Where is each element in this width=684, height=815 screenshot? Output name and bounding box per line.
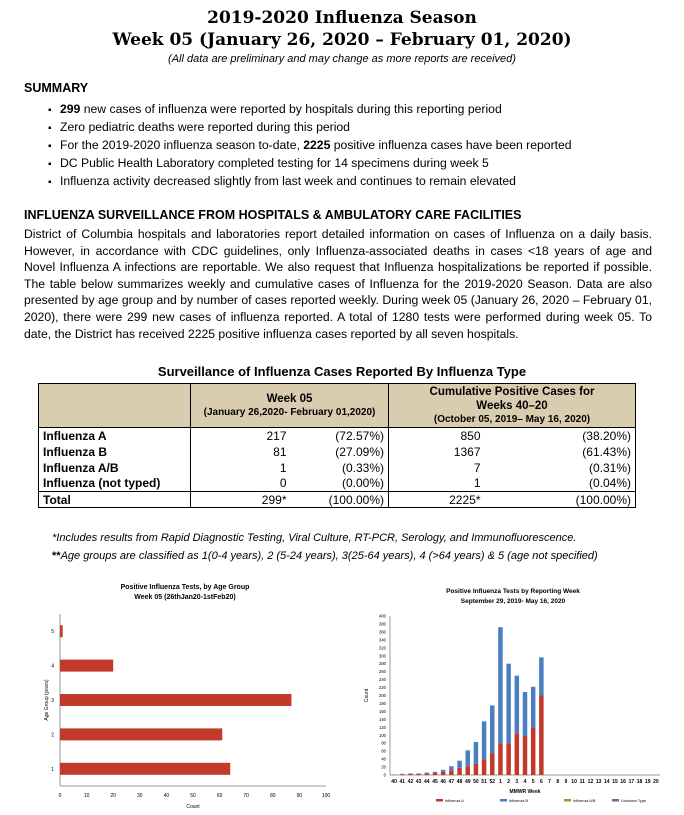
y-axis-label: Count bbox=[364, 688, 370, 703]
summary-item: ▪ Zero pediatric deaths were reported during this period bbox=[60, 118, 572, 136]
y-tick-label: 200 bbox=[379, 693, 386, 698]
x-tick-label: 16 bbox=[620, 779, 626, 785]
bar-segment bbox=[416, 774, 421, 775]
table-row: Influenza A 217 (72.57%) 850 (38.20%) bbox=[39, 428, 636, 444]
x-tick-label: 70 bbox=[243, 793, 249, 799]
bar-segment bbox=[425, 773, 430, 774]
footnote-age-groups: **Age groups are classified as 1(0-4 years), 2 (5-24 years), 3(25-64 years), 4 (>64 years) & 5 (age not specified) bbox=[52, 550, 598, 562]
bar-segment bbox=[506, 664, 511, 744]
category-tick-label: 2 bbox=[51, 732, 54, 739]
y-tick-label: 400 bbox=[379, 613, 386, 619]
x-tick-label: 46 bbox=[440, 779, 446, 785]
x-tick-label: 30 bbox=[137, 793, 143, 799]
x-tick-label: 17 bbox=[628, 779, 635, 785]
summary-item: ▪ 299 new cases of influenza were reported by hospitals during this reporting period bbox=[60, 100, 572, 118]
x-tick-label: 10 bbox=[571, 779, 577, 785]
x-tick-label: 43 bbox=[415, 779, 422, 785]
table-header-week: Week 05 (January 26,2020- February 01,2020) bbox=[191, 384, 389, 428]
bar-segment bbox=[482, 721, 487, 759]
x-tick-label: 7 bbox=[548, 779, 551, 785]
table-header-blank bbox=[39, 384, 191, 428]
x-axis-label: Count bbox=[186, 804, 200, 810]
bar-segment bbox=[457, 761, 462, 768]
x-tick-label: 4 bbox=[523, 779, 527, 785]
x-tick-label: 42 bbox=[407, 779, 414, 785]
y-axis-label: Age Group (years) bbox=[44, 679, 50, 721]
chart-subtitle: Week 05 (26thJan20-1stFeb20) bbox=[134, 594, 236, 601]
table-row: Influenza A/B 1 (0.33%) 7 (0.31%) bbox=[39, 460, 636, 476]
bar-segment bbox=[433, 773, 438, 775]
x-tick-label: 100 bbox=[321, 793, 331, 799]
bar-segment bbox=[523, 692, 528, 736]
summary-list bbox=[60, 100, 572, 190]
x-tick-label: 44 bbox=[424, 779, 430, 785]
x-tick-label: 41 bbox=[399, 779, 406, 785]
category-tick-label: 5 bbox=[51, 629, 54, 636]
category-tick-label: 1 bbox=[51, 766, 54, 773]
y-tick-label: 20 bbox=[381, 764, 386, 770]
bar-segment bbox=[515, 676, 520, 734]
table-total-row: Total 299* (100.00%) 2225* (100.00%) bbox=[39, 492, 636, 508]
y-tick-label: 160 bbox=[379, 708, 386, 714]
x-tick-label: 90 bbox=[296, 793, 303, 799]
x-tick-label: 0 bbox=[58, 793, 62, 799]
x-tick-label: 1 bbox=[499, 779, 502, 785]
influenza-cases-table bbox=[38, 383, 636, 508]
x-tick-label: 20 bbox=[110, 793, 116, 799]
legend-swatch bbox=[436, 799, 443, 802]
x-tick-label: 51 bbox=[481, 779, 487, 785]
bar-segment bbox=[539, 696, 544, 776]
y-tick-label: 220 bbox=[379, 685, 386, 691]
x-tick-label: 48 bbox=[456, 779, 463, 785]
bar-segment bbox=[441, 772, 446, 775]
bar-segment bbox=[408, 774, 413, 775]
bar bbox=[60, 625, 63, 637]
table-title: Surveillance of Influenza Cases Reported By Influenza Type bbox=[157, 364, 527, 379]
bar-segment bbox=[539, 657, 544, 695]
legend-label: Influenza B bbox=[509, 799, 528, 803]
table-row: Influenza (not typed) 0 (0.00%) 1 (0.04%) bbox=[39, 476, 636, 492]
bar bbox=[60, 763, 230, 775]
x-tick-label: 15 bbox=[612, 779, 618, 785]
reporting-week-chart bbox=[350, 580, 676, 810]
x-tick-label: 10 bbox=[83, 793, 90, 799]
legend-label: Influenza A bbox=[445, 799, 464, 803]
preliminary-note: (All data are preliminary and may change as more reports are received) bbox=[168, 53, 516, 65]
x-tick-label: 49 bbox=[464, 779, 471, 785]
bar-segment bbox=[425, 773, 430, 775]
x-tick-label: 45 bbox=[432, 779, 438, 785]
bar-segment bbox=[465, 750, 470, 766]
footnote-tests: *Includes results from Rapid Diagnostic Testing, Viral Culture, RT-PCR, Serology, and Immunofluorescence. bbox=[52, 532, 577, 544]
surveillance-heading: INFLUENZA SURVEILLANCE FROM HOSPITALS & AMBULATORY CARE FACILITIES bbox=[24, 208, 522, 222]
report-title: 2019-2020 Influenza Season bbox=[207, 8, 477, 28]
legend-label: Unknown Type bbox=[621, 799, 647, 803]
y-tick-label: 120 bbox=[379, 724, 386, 730]
x-tick-label: 50 bbox=[190, 793, 196, 799]
summary-heading: SUMMARY bbox=[24, 81, 89, 95]
bar-segment bbox=[433, 772, 438, 773]
x-tick-label: 3 bbox=[515, 779, 519, 785]
bar bbox=[60, 728, 222, 740]
x-tick-label: 14 bbox=[604, 779, 610, 785]
summary-item: ▪ DC Public Health Laboratory completed testing for 14 specimens during week 5 bbox=[60, 154, 572, 172]
x-tick-label: 18 bbox=[636, 779, 643, 785]
bar-segment bbox=[498, 743, 503, 775]
y-tick-label: 180 bbox=[379, 700, 386, 706]
chart-title: Positive Influenza Tests by Reporting Week bbox=[446, 588, 580, 595]
legend-swatch bbox=[612, 799, 619, 802]
y-tick-label: 100 bbox=[379, 732, 386, 738]
report-week-title: Week 05 (January 26, 2020 – February 01, 2020) bbox=[112, 30, 572, 50]
y-tick-label: 300 bbox=[379, 653, 386, 659]
bar-segment bbox=[531, 687, 536, 728]
age-group-chart bbox=[0, 580, 340, 810]
y-tick-label: 80 bbox=[381, 740, 386, 746]
bar-segment bbox=[449, 770, 454, 775]
bar-segment bbox=[465, 766, 470, 775]
y-tick-label: 40 bbox=[381, 756, 386, 762]
bar-segment bbox=[523, 736, 528, 775]
summary-item: ▪ For the 2019-2020 influenza season to-date, 2225 positive influenza cases have been reported bbox=[60, 136, 572, 154]
table-header-cumulative: Cumulative Positive Cases for Weeks 40–20 (October 05, 2019– May 16, 2020) bbox=[389, 384, 636, 428]
x-tick-label: 40 bbox=[391, 779, 397, 785]
x-tick-label: 5 bbox=[531, 779, 535, 785]
chart-subtitle: September 29, 2019- May 16, 2020 bbox=[460, 598, 566, 605]
y-tick-label: 340 bbox=[379, 637, 386, 643]
chart-title: Positive Influenza Tests, by Age Group bbox=[120, 584, 250, 591]
bar bbox=[60, 694, 291, 706]
y-tick-label: 0 bbox=[383, 772, 386, 778]
x-tick-label: 19 bbox=[644, 779, 651, 785]
x-tick-label: 80 bbox=[270, 793, 276, 799]
y-tick-label: 240 bbox=[379, 677, 386, 683]
legend-swatch bbox=[564, 799, 571, 802]
bar bbox=[60, 660, 113, 672]
x-tick-label: 8 bbox=[556, 779, 560, 785]
table-row: Influenza B 81 (27.09%) 1367 (61.43%) bbox=[39, 444, 636, 460]
bar-segment bbox=[498, 627, 503, 743]
y-tick-label: 280 bbox=[379, 661, 386, 667]
x-tick-label: 60 bbox=[216, 793, 223, 799]
bar-segment bbox=[457, 768, 462, 775]
x-tick-label: 13 bbox=[595, 779, 602, 785]
x-axis-label: MMWR Week bbox=[509, 789, 541, 795]
bar-segment bbox=[515, 733, 520, 775]
bar-segment bbox=[482, 759, 487, 775]
x-tick-label: 40 bbox=[163, 793, 170, 799]
x-tick-label: 2 bbox=[507, 779, 511, 785]
x-tick-label: 12 bbox=[587, 779, 594, 785]
y-tick-label: 360 bbox=[379, 629, 386, 635]
y-tick-label: 60 bbox=[381, 748, 386, 754]
y-tick-label: 380 bbox=[379, 621, 386, 627]
summary-item: ▪ Influenza activity decreased slightly from last week and continues to remain elevated bbox=[60, 172, 572, 190]
bar-segment bbox=[490, 705, 495, 753]
x-tick-label: 20 bbox=[653, 779, 659, 785]
bar-segment bbox=[474, 764, 479, 775]
bar-segment bbox=[531, 727, 536, 775]
bar-segment bbox=[441, 770, 446, 772]
x-tick-label: 50 bbox=[473, 779, 479, 785]
legend-label: Influenza A/B bbox=[573, 799, 596, 803]
x-tick-label: 47 bbox=[448, 779, 455, 785]
y-tick-label: 260 bbox=[379, 669, 386, 675]
x-tick-label: 11 bbox=[579, 779, 585, 785]
x-tick-label: 52 bbox=[489, 779, 496, 785]
bar-segment bbox=[400, 774, 405, 775]
legend-swatch bbox=[500, 799, 507, 802]
x-tick-label: 6 bbox=[539, 779, 543, 785]
bar-segment bbox=[506, 743, 511, 775]
category-tick-label: 3 bbox=[51, 698, 54, 704]
y-tick-label: 320 bbox=[379, 645, 386, 651]
category-tick-label: 4 bbox=[51, 663, 54, 670]
bar-segment bbox=[490, 753, 495, 775]
bar-segment bbox=[474, 742, 479, 764]
bar-segment bbox=[449, 766, 454, 770]
y-tick-label: 140 bbox=[379, 716, 386, 722]
surveillance-paragraph: District of Columbia hospitals and laboratories report detailed information on cases of Influenza on a daily basis. However, in accordance with CDC guidelines, only Influenza-associated deaths in cases <18 years of age and Novel Influenza A infections are reportable. We also request that Influenza hospitalizations be reported if possible. The table below summarizes weekly and cumulative cases of Influenza for the 2019-2020 Season. Data are also presented by age group and by number of cases reported weekly. During week 05 (January 26, 2020 – February 01, 2020), there were 299 new cases of influenza reported. A total of 1280 tests were performed during week 05. To date, the District has received 2225 positive influenza cases reported by all seven hospitals. bbox=[24, 227, 652, 341]
x-tick-label: 9 bbox=[564, 779, 568, 785]
